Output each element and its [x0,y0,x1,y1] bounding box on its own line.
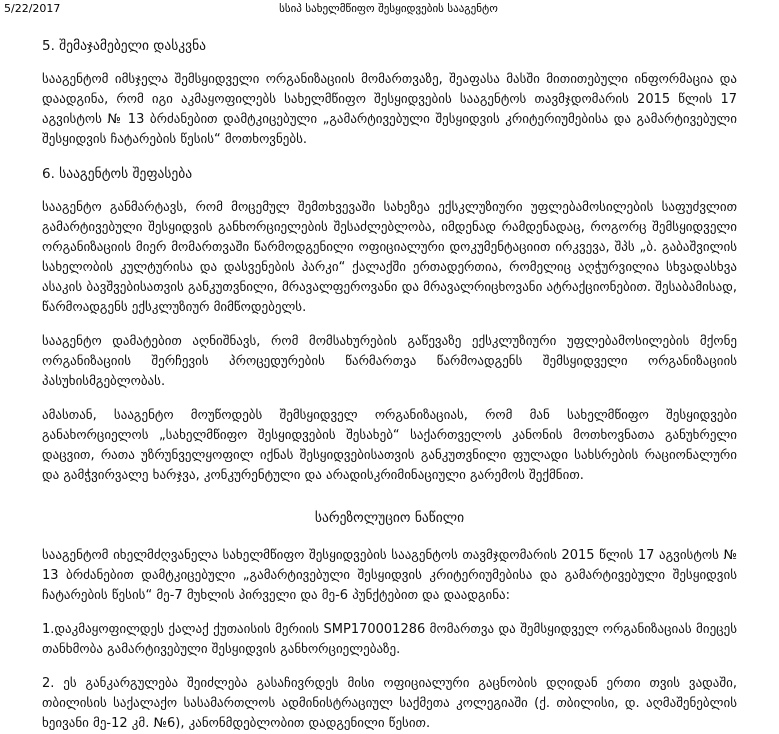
section-5-heading: 5. შემაჯამებელი დასკვნა [42,38,206,54]
section-6-heading: 6. სააგენტოს შეფასება [42,166,193,182]
resolution-intro-paragraph: სააგენტომ იხელმძღვანელა სახელმწიფო შესყიდვების სააგენტოს თავმჯდომარის 2015 წლის 17 აგვისტოს № 13 ბრძანებით დამტკიცებული „გამარტივებული შესყიდვის კრიტერიუმებისა და გამარტივებული შესყიდვის ჩატარების წესის“ მე-7 მუხლის პირველი და მე-6 პუნქტებით და დაადგინა: [42,548,737,603]
section-5-paragraph: სააგენტომ იმსჯელა შემსყიდველი ორგანიზაციის მომართვაზე, შეაფასა მასში მითითებული ინფორმაცია და დაადგინა, რომ იგი აკმაყოფილებს სახელმწიფო შესყიდვების სააგენტოს თავმჯდომარის 2015 წლის 17 აგვისტოს № 13 ბრძანებით დამტკიცებული „გამარტივებული შესყიდვის კრიტერიუმებისა და გამარტივებული შესყიდვის ჩატარების წესის“ მოთხოვნებს. [42,72,737,147]
section-6-paragraph-3: ამასთან, სააგენტო მოუწოდებს შემსყიდველ ორგანიზაციას, რომ მან სახელმწიფო შესყიდვები განახორციელოს „სახელმწიფო შესყიდვების შესახებ“ საქართველოს კანონის მოთხოვნათა განუხრელი დაცვით, რათა უზრუნველყოფილ იქნას შესყიდვებისათვის განკუთვნილი ფულადი სახსრების რაციონალური და გამჭვირვალე ხარჯვა, კონკურენტული და არადისკრიმინაციული გარემოს შექმნით. [42,408,737,483]
document-body [0,16,779,734]
print-header [0,0,779,16]
resolution-heading: სარეზოლუციო ნაწილი [314,510,465,526]
resolution-item-2: 2. ეს განკარგულება შეიძლება გასაჩივრდეს მისი ოფიციალური გაცნობის დღიდან ერთი თვის ვადაში, თბილისის საქალაქო სასამართლოს ადმინისტრაციულ საქმეთა კოლეგიაში (ქ. თბილისი, დ. აღმაშენებლის ხეივანი მე-12 კმ. №6), კანონმდებლობით დადგენილი წესით. [42,676,737,731]
document-title: სსიპ სახელმწიფო შესყიდვების სააგენტო [279,2,498,15]
print-date: 5/22/2017 [4,2,61,15]
section-6-paragraph-2: სააგენტო დამატებით აღნიშნავს, რომ მომსახურების გაწევაზე ექსკლუზიური უფლებამოსილების მქონე ორგანიზაციის შერჩევის პროცედურების წარმართვა წარმოადგენს შემსყიდველი ორგანიზაციის პასუხისმგებლობას. [42,334,737,389]
section-6-paragraph-1: სააგენტო განმარტავს, რომ მოცემულ შემთხვევაში სახეზეა ექსკლუზიური უფლებამოსილების საფუძვლით გამარტივებული შესყიდვის განხორციელების შესაძლებლობა, იმდენად რამდენადაც, როგორც შემსყიდველი ორგანიზაციის მიერ მომართვაში წარმოდგენილი ოფიციალური დოკუმენტაციით ირკვევა, შპს „ბ. გაბაშვილის სახელობის კულტურისა და დასვენების პარკი“ ქალაქში ერთადერთია, რომელიც აღჭურვილია სხვადასხვა ასაკის ბავშვებისათვის განკუთვნილი, მრავალფეროვანი და მრავალრიცხოვანი ატრაქციონებით. შესაბამისად, წარმოადგენს ექსკლუზიურ მიმწოდებელს. [42,200,737,315]
resolution-item-1: 1.დაკმაყოფილდეს ქალაქ ქუთაისის მერიის SMP170001286 მომართვა და შემსყიდველ ორგანიზაციას მიეცეს თანხმობა გამარტივებული შესყიდვის განხორციელებაზე. [42,622,737,657]
